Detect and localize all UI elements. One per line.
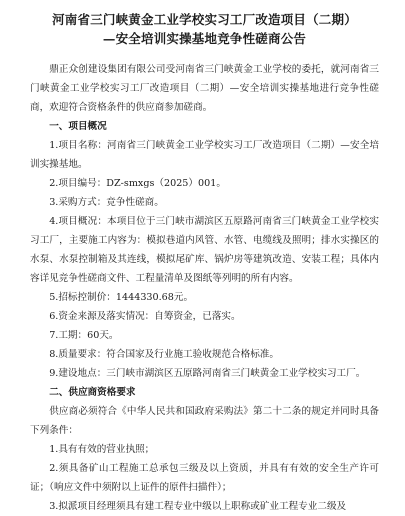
section-heading-supplier-qualification: 二、供应商资格要求 bbox=[49, 387, 136, 398]
qualification-intro: 供应商必须符合《中华人民共和国政府采购法》第二十二条的规定并同时具备下列条件： bbox=[30, 406, 379, 436]
requirement-business-license: 1.具有有效的营业执照； bbox=[49, 444, 155, 455]
requirement-project-manager: 3.拟派项目经理须具有建工程专业中级以上职称或矿业工程专业二级及 bbox=[49, 501, 347, 512]
item-project-number: 2.项目编号：DZ-smxgs（2025）001。 bbox=[49, 178, 226, 189]
document-body bbox=[30, 60, 379, 516]
item-construction-site: 9.建设地点：三门峡市湖滨区五原路河南省三门峡黄金工业学校实习工厂。 bbox=[49, 368, 366, 379]
item-project-name: 1.项目名称：河南省三门峡黄金工业学校实习工厂改造项目（二期）—安全培训实操基地。 bbox=[30, 140, 379, 170]
item-procurement-method: 3.采购方式：竞争性磋商。 bbox=[49, 197, 164, 208]
item-quality-requirement: 8.质量要求：符合国家及行业施工验收规范合格标准。 bbox=[49, 349, 279, 360]
document-title bbox=[30, 10, 379, 48]
item-duration: 7.工期：60天。 bbox=[49, 330, 119, 341]
title-line-2: —安全培训实操基地竞争性磋商公告 bbox=[102, 31, 307, 46]
requirement-qualification-certificate: 2.须具备矿山工程施工总承包三级及以上资质，并具有有效的安全生产许可证；（响应文件中须附以上证件的原件扫描件）； bbox=[30, 463, 379, 493]
section-heading-project-overview: 一、项目概况 bbox=[49, 121, 107, 132]
item-control-price: 5.招标控制价：1444330.68元。 bbox=[49, 292, 194, 303]
item-funding-source: 6.资金来源及落实情况：自筹资金，已落实。 bbox=[49, 311, 241, 322]
intro-paragraph: 鼎正众创建设集团有限公司受河南省三门峡黄金工业学校的委托，就河南省三门峡黄金工业学校实习工厂改造项目（二期）—安全培训实操基地进行竞争性磋商，欢迎符合资格条件的供应商参加磋商。 bbox=[30, 64, 379, 113]
item-project-overview: 4.项目概况：本项目位于三门峡市湖滨区五原路河南省三门峡黄金工业学校实习工厂，主要施工内容为：模拟巷道内风管、水管、电缆线及照明；排水实操区的水泵、水泵控制箱及其连线，模拟尾矿库、锅炉房等建筑改造、安装工程；具体内容详见竞争性磋商文件、工程量清单及图纸等列明的所有内容。 bbox=[30, 216, 379, 284]
title-line-1: 河南省三门峡黄金工业学校实习工厂改造项目（二期） bbox=[52, 12, 357, 27]
